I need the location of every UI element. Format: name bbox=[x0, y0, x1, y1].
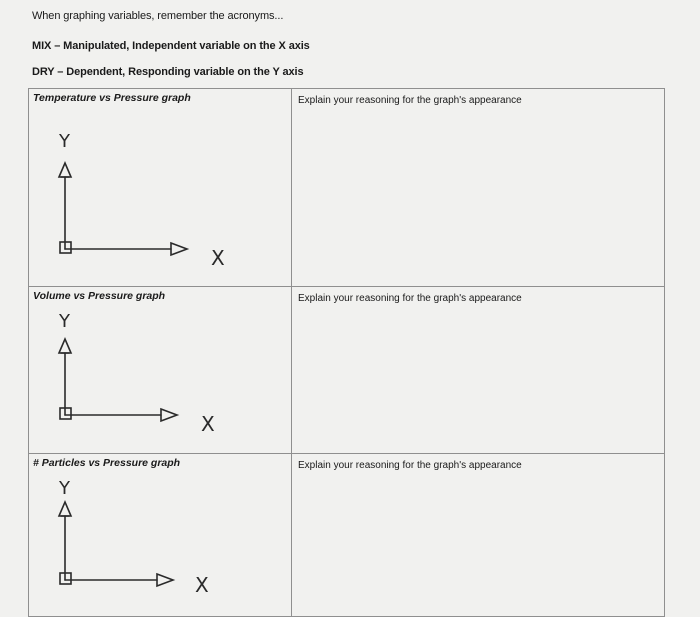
axes-sketch-icon bbox=[29, 454, 291, 617]
worksheet-table bbox=[28, 88, 665, 617]
y-axis-arrowhead bbox=[59, 502, 71, 516]
explain-prompt: Explain your reasoning for the graph's appearance bbox=[298, 95, 522, 106]
x-axis-arrowhead bbox=[171, 243, 187, 255]
intro-line-1: When graphing variables, remember the acronyms... bbox=[32, 10, 284, 22]
graph-cell bbox=[29, 287, 292, 454]
graph-title: # Particles vs Pressure graph bbox=[33, 457, 181, 469]
graph-title: Volume vs Pressure graph bbox=[33, 290, 166, 302]
y-axis-letter: Y bbox=[59, 311, 70, 332]
explain-prompt: Explain your reasoning for the graph's appearance bbox=[298, 460, 522, 471]
x-axis-letter: X bbox=[201, 412, 215, 436]
x-axis-letter: X bbox=[195, 573, 209, 597]
y-axis-arrowhead bbox=[59, 163, 71, 177]
x-axis-letter: X bbox=[211, 246, 225, 270]
table-row bbox=[29, 454, 665, 617]
explain-prompt: Explain your reasoning for the graph's appearance bbox=[298, 293, 522, 304]
axes-sketch-icon bbox=[29, 89, 291, 287]
y-axis-arrowhead bbox=[59, 339, 71, 353]
y-axis-letter: Y bbox=[59, 478, 70, 499]
intro-line-mix: MIX – Manipulated, Independent variable on the X axis bbox=[32, 40, 310, 52]
explain-cell[interactable] bbox=[292, 89, 665, 287]
explain-cell[interactable] bbox=[292, 454, 665, 617]
x-axis-arrowhead bbox=[161, 409, 177, 421]
graph-cell bbox=[29, 454, 292, 617]
axes-sketch-icon bbox=[29, 287, 291, 454]
graph-cell bbox=[29, 89, 292, 287]
intro-line-dry: DRY – Dependent, Responding variable on the Y axis bbox=[32, 66, 304, 78]
explain-cell[interactable] bbox=[292, 287, 665, 454]
y-axis-letter: Y bbox=[59, 131, 70, 152]
x-axis-arrowhead bbox=[157, 574, 173, 586]
table-row bbox=[29, 89, 665, 287]
graph-title: Temperature vs Pressure graph bbox=[33, 92, 191, 104]
table-row bbox=[29, 287, 665, 454]
